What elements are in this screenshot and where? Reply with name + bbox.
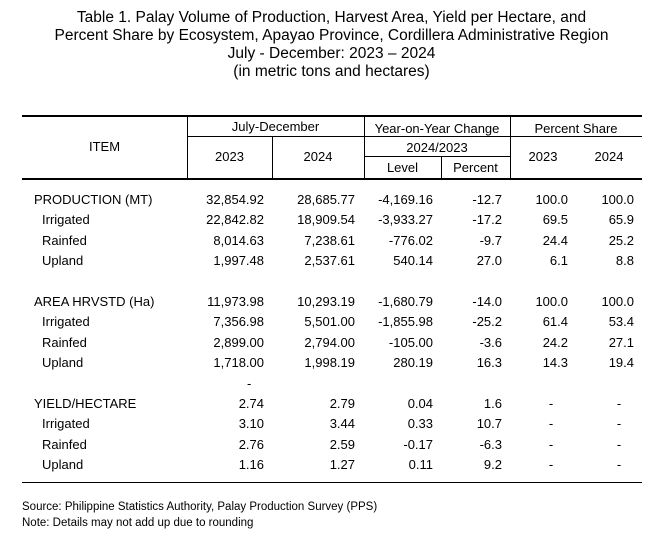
rounding-note: Note: Details may not add up due to rounding: [22, 517, 254, 529]
cell-share-2024: 65.9: [608, 212, 634, 227]
header-july-december: July-December: [231, 119, 320, 134]
header-yoy-change: Year-on-Year Change: [374, 121, 500, 136]
cell-2024: 18,909.54: [297, 212, 355, 227]
cell-percent: -14.0: [472, 294, 502, 309]
cell-share-2023: 100.0: [535, 294, 568, 309]
cell-share-2024: 8.8: [615, 253, 634, 268]
cell-level: -0.17: [403, 437, 433, 452]
cell-2023: 2,899.00: [213, 335, 264, 350]
cell-2023: 22,842.82: [206, 212, 264, 227]
table-top-rule: [22, 115, 642, 117]
cell-2024: 3.44: [329, 416, 355, 431]
table-title: [0, 9, 663, 81]
row-item: Irrigated: [42, 416, 90, 431]
row-item: Upland: [42, 457, 84, 472]
table-bottom-rule: [22, 482, 642, 483]
cell-level: 0.04: [407, 396, 433, 411]
cell-percent: -12.7: [472, 192, 502, 207]
cell-percent: -6.3: [479, 437, 502, 452]
cell-2024: 7,238.61: [304, 233, 355, 248]
cell-share-2023: -: [548, 437, 554, 452]
cell-level: -4,169.16: [378, 192, 433, 207]
cell-share-2023: -: [548, 396, 554, 411]
row-item: AREA HRVSTD (Ha): [34, 294, 155, 309]
row-item: Irrigated: [42, 314, 90, 329]
cell-2024: 5,501.00: [304, 314, 355, 329]
header-period: 2024/2023: [406, 140, 468, 155]
cell-2023: 7,356.98: [213, 314, 264, 329]
cell-share-2024: 100.0: [601, 294, 634, 309]
cell-level: 0.33: [407, 416, 433, 431]
cell-share-2023: 24.4: [542, 233, 568, 248]
cell-share-2024: 27.1: [608, 335, 634, 350]
title-line-4: (in metric tons and hectares): [233, 63, 430, 80]
cell-2023: 2.74: [238, 396, 264, 411]
header-bottom-rule: [22, 178, 642, 180]
header-percent-share: Percent Share: [534, 121, 618, 136]
cell-share-2023: 24.2: [542, 335, 568, 350]
stray-dash: -: [247, 376, 252, 391]
cell-percent: -17.2: [472, 212, 502, 227]
row-item: PRODUCTION (MT): [34, 192, 153, 207]
cell-share-2023: 100.0: [535, 192, 568, 207]
row-item: Rainfed: [42, 335, 87, 350]
cell-share-2023: 61.4: [542, 314, 568, 329]
title-line-1: Table 1. Palay Volume of Production, Harvest Area, Yield per Hectare, and: [76, 9, 587, 26]
cell-percent: -9.7: [479, 233, 502, 248]
header-share-2024: 2024: [594, 149, 624, 164]
cell-share-2023: 69.5: [542, 212, 568, 227]
cell-share-2024: 19.4: [608, 355, 634, 370]
header-year-2023: 2023: [215, 149, 244, 164]
cell-share-2024: -: [616, 416, 622, 431]
row-item: Irrigated: [42, 212, 90, 227]
cell-level: 0.11: [408, 457, 433, 472]
cell-percent: -25.2: [472, 314, 502, 329]
cell-2024: 2,537.61: [304, 253, 355, 268]
header-year-2024: 2024: [303, 149, 333, 164]
cell-2023: 11,973.98: [207, 294, 264, 309]
title-line-2: Percent Share by Ecosystem, Apayao Province, Cordillera Administrative Region: [54, 27, 609, 44]
cell-2023: 1,718.00: [213, 355, 264, 370]
row-item: Upland: [42, 253, 84, 268]
cell-share-2024: 25.2: [608, 233, 634, 248]
cell-level: -776.02: [388, 233, 433, 248]
cell-2023: 3.10: [238, 416, 264, 431]
cell-share-2024: -: [616, 437, 622, 452]
cell-share-2023: 6.1: [549, 253, 568, 268]
title-line-3: July - December: 2023 – 2024: [227, 45, 436, 62]
cell-2024: 10,293.19: [297, 294, 355, 309]
header-rule-share: [510, 136, 642, 137]
cell-2024: 2.79: [329, 396, 355, 411]
cell-share-2023: -: [548, 457, 554, 472]
header-rule-yoy: [364, 136, 510, 137]
cell-percent: 9.2: [483, 457, 502, 472]
cell-2024: 2,794.00: [304, 335, 355, 350]
cell-level: 540.14: [393, 253, 433, 268]
cell-2023: 1.16: [238, 457, 264, 472]
cell-share-2024: -: [616, 396, 622, 411]
cell-2024: 1,998.19: [304, 355, 355, 370]
source-note: Source: Philippine Statistics Authority, Palay Production Survey (PPS): [22, 501, 378, 513]
cell-percent: -3.6: [479, 335, 502, 350]
header-rule-period: [364, 156, 510, 157]
cell-percent: 27.0: [476, 253, 502, 268]
cell-share-2024: 100.0: [601, 192, 634, 207]
cell-2023: 32,854.92: [206, 192, 264, 207]
cell-2023: 2.76: [238, 437, 264, 452]
row-item: YIELD/HECTARE: [34, 396, 137, 411]
header-level: Level: [386, 160, 419, 175]
cell-share-2023: 14.3: [542, 355, 568, 370]
cell-level: 280.19: [393, 355, 433, 370]
header-share-2023: 2023: [528, 149, 558, 164]
cell-2023: 1,997.48: [213, 253, 264, 268]
row-item: Rainfed: [42, 233, 87, 248]
cell-share-2023: -: [548, 416, 554, 431]
cell-2024: 28,685.77: [297, 192, 355, 207]
cell-percent: 1.6: [483, 396, 502, 411]
header-item: ITEM: [88, 139, 121, 154]
cell-percent: 16.3: [476, 355, 502, 370]
cell-share-2024: 53.4: [608, 314, 634, 329]
header-percent: Percent: [453, 160, 498, 175]
row-item: Upland: [42, 355, 84, 370]
cell-share-2024: -: [616, 457, 622, 472]
cell-2023: 8,014.63: [213, 233, 264, 248]
row-item: Rainfed: [42, 437, 87, 452]
cell-level: -3,933.27: [378, 212, 433, 227]
cell-2024: 2.59: [329, 437, 355, 452]
cell-level: -105.00: [388, 335, 433, 350]
cell-2024: 1.27: [329, 457, 355, 472]
cell-level: -1,855.98: [378, 314, 433, 329]
cell-level: -1,680.79: [378, 294, 433, 309]
cell-percent: 10.7: [476, 416, 502, 431]
header-rule-july: [187, 136, 364, 137]
